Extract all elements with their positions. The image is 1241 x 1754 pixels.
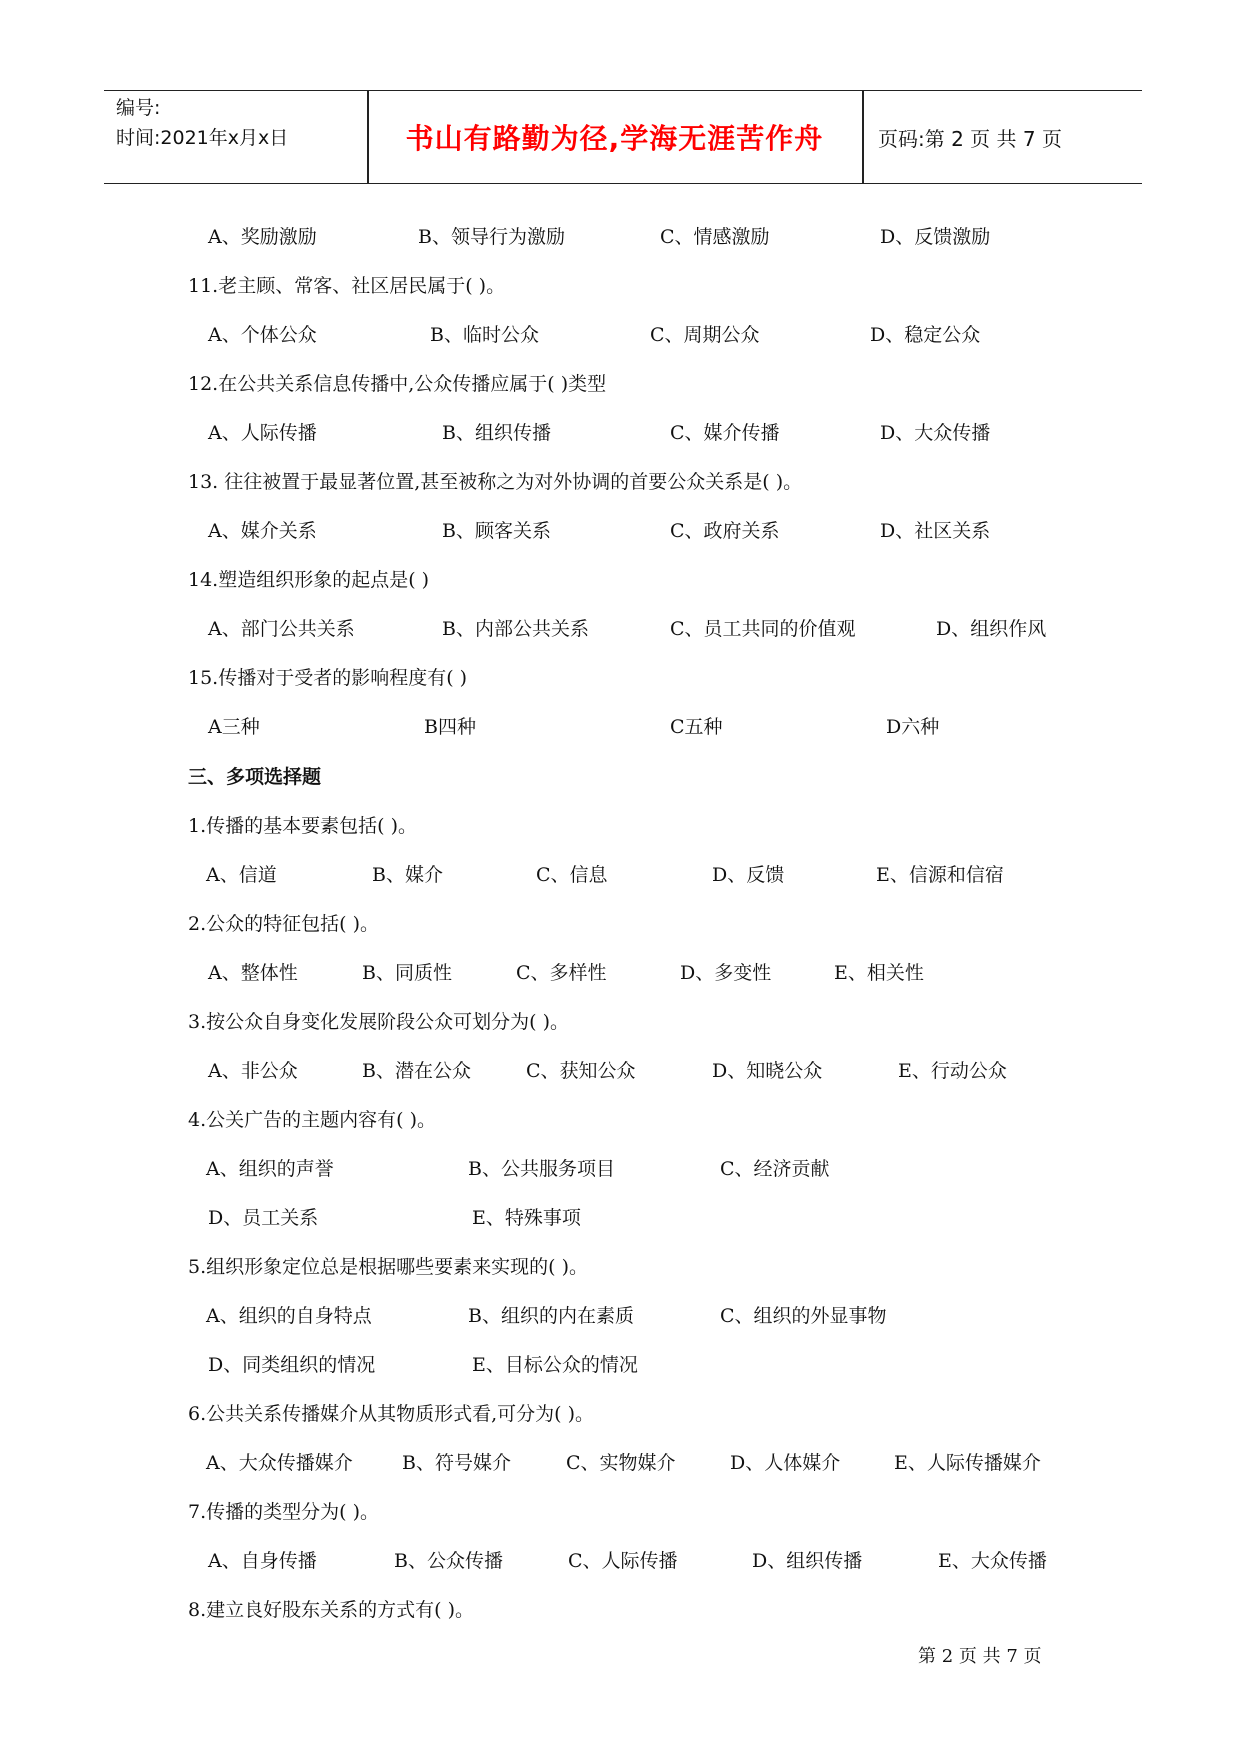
option: A、媒介关系 [208, 520, 317, 542]
option: A、信道 [206, 864, 277, 886]
option: D、反馈激励 [880, 226, 991, 248]
multi-question-6: 6.公共关系传播媒介从其物质形式看,可分为( )。 [188, 1403, 595, 1425]
option: B、同质性 [362, 962, 452, 984]
option: B、潜在公众 [362, 1060, 471, 1082]
m6-options [0, 1448, 1241, 1478]
option: C、情感激励 [660, 226, 770, 248]
option: D六种 [886, 716, 940, 738]
option: C、人际传播 [568, 1550, 678, 1572]
option: A、奖励激励 [208, 226, 317, 248]
q10-options [0, 222, 1241, 252]
m5-options-row2 [0, 1350, 1241, 1380]
option: C、信息 [536, 864, 608, 886]
m7-options [0, 1546, 1241, 1576]
header-time-label: 时间:2021年x月x日 [116, 127, 289, 149]
question-12: 12.在公共关系信息传播中,公众传播应属于( )类型 [188, 373, 607, 395]
option: B、公众传播 [394, 1550, 503, 1572]
option: B、组织传播 [442, 422, 551, 444]
multi-question-5: 5.组织形象定位总是根据哪些要素来实现的( )。 [188, 1256, 588, 1278]
option: D、多变性 [680, 962, 772, 984]
multi-question-1: 1.传播的基本要素包括( )。 [188, 815, 417, 837]
m4-options-row1 [0, 1154, 1241, 1184]
q15-options [0, 712, 1241, 742]
option: A、个体公众 [208, 324, 317, 346]
option: B四种 [424, 716, 476, 738]
option: C、政府关系 [670, 520, 780, 542]
q11-options [0, 320, 1241, 350]
option: E、大众传播 [938, 1550, 1047, 1572]
option: A、人际传播 [208, 422, 317, 444]
option: D、组织作风 [936, 618, 1047, 640]
page-footer: 第 2 页 共 7 页 [918, 1646, 1042, 1667]
question-11: 11.老主顾、常客、社区居民属于( )。 [188, 275, 506, 297]
option: A、自身传播 [208, 1550, 317, 1572]
option: A、大众传播媒介 [206, 1452, 353, 1474]
option: D、大众传播 [880, 422, 991, 444]
option: E、目标公众的情况 [472, 1354, 638, 1376]
option: C、经济贡献 [720, 1158, 830, 1180]
option: E、行动公众 [898, 1060, 1007, 1082]
option: D、反馈 [712, 864, 785, 886]
option: B、顾客关系 [442, 520, 551, 542]
q13-options [0, 516, 1241, 546]
multi-question-4: 4.公关广告的主题内容有( )。 [188, 1109, 436, 1131]
m2-options [0, 958, 1241, 988]
option: D、组织传播 [752, 1550, 863, 1572]
q14-options [0, 614, 1241, 644]
option: A、部门公共关系 [208, 618, 355, 640]
option: A、组织的自身特点 [206, 1305, 372, 1327]
option: A、非公众 [208, 1060, 298, 1082]
option: D、知晓公众 [712, 1060, 823, 1082]
option: D、稳定公众 [870, 324, 981, 346]
q12-options [0, 418, 1241, 448]
m3-options [0, 1056, 1241, 1086]
option: E、相关性 [834, 962, 924, 984]
header-slogan: 书山有路勤为径,学海无涯苦作舟 [405, 122, 824, 155]
option: D、人体媒介 [730, 1452, 841, 1474]
question-15: 15.传播对于受者的影响程度有( ) [188, 667, 468, 689]
m5-options-row1 [0, 1301, 1241, 1331]
option: E、人际传播媒介 [894, 1452, 1041, 1474]
multi-question-2: 2.公众的特征包括( )。 [188, 913, 379, 935]
option: D、同类组织的情况 [208, 1354, 376, 1376]
option: E、特殊事项 [472, 1207, 581, 1229]
question-14: 14.塑造组织形象的起点是( ) [188, 569, 430, 591]
section-heading: 三、多项选择题 [188, 766, 322, 788]
multi-question-7: 7.传播的类型分为( )。 [188, 1501, 379, 1523]
option: B、公共服务项目 [468, 1158, 615, 1180]
option: A、整体性 [208, 962, 298, 984]
header-page-label: 页码:第 2 页 共 7 页 [878, 126, 1062, 151]
option: B、符号媒介 [402, 1452, 511, 1474]
option: C、周期公众 [650, 324, 760, 346]
multi-question-8: 8.建立良好股东关系的方式有( )。 [188, 1599, 474, 1621]
option: D、员工关系 [208, 1207, 319, 1229]
option: B、组织的内在素质 [468, 1305, 634, 1327]
option: C、多样性 [516, 962, 607, 984]
option: B、领导行为激励 [418, 226, 565, 248]
header-meta [116, 93, 288, 153]
option: C五种 [670, 716, 723, 738]
option: A、组织的声誉 [206, 1158, 334, 1180]
header-number-label: 编号: [116, 97, 161, 119]
multi-question-3: 3.按公众自身变化发展阶段公众可划分为( )。 [188, 1011, 569, 1033]
m4-options-row2 [0, 1203, 1241, 1233]
question-13: 13. 往往被置于最显著位置,甚至被称之为对外协调的首要公众关系是( )。 [188, 471, 803, 493]
option: B、媒介 [372, 864, 443, 886]
option: C、员工共同的价值观 [670, 618, 856, 640]
option: D、社区关系 [880, 520, 991, 542]
option: C、媒介传播 [670, 422, 780, 444]
option: C、组织的外显事物 [720, 1305, 887, 1327]
option: E、信源和信宿 [876, 864, 1004, 886]
option: B、临时公众 [430, 324, 539, 346]
option: B、内部公共关系 [442, 618, 589, 640]
m1-options [0, 860, 1241, 890]
option: A三种 [208, 716, 260, 738]
option: C、实物媒介 [566, 1452, 676, 1474]
page-header [104, 90, 1142, 184]
option: C、获知公众 [526, 1060, 636, 1082]
